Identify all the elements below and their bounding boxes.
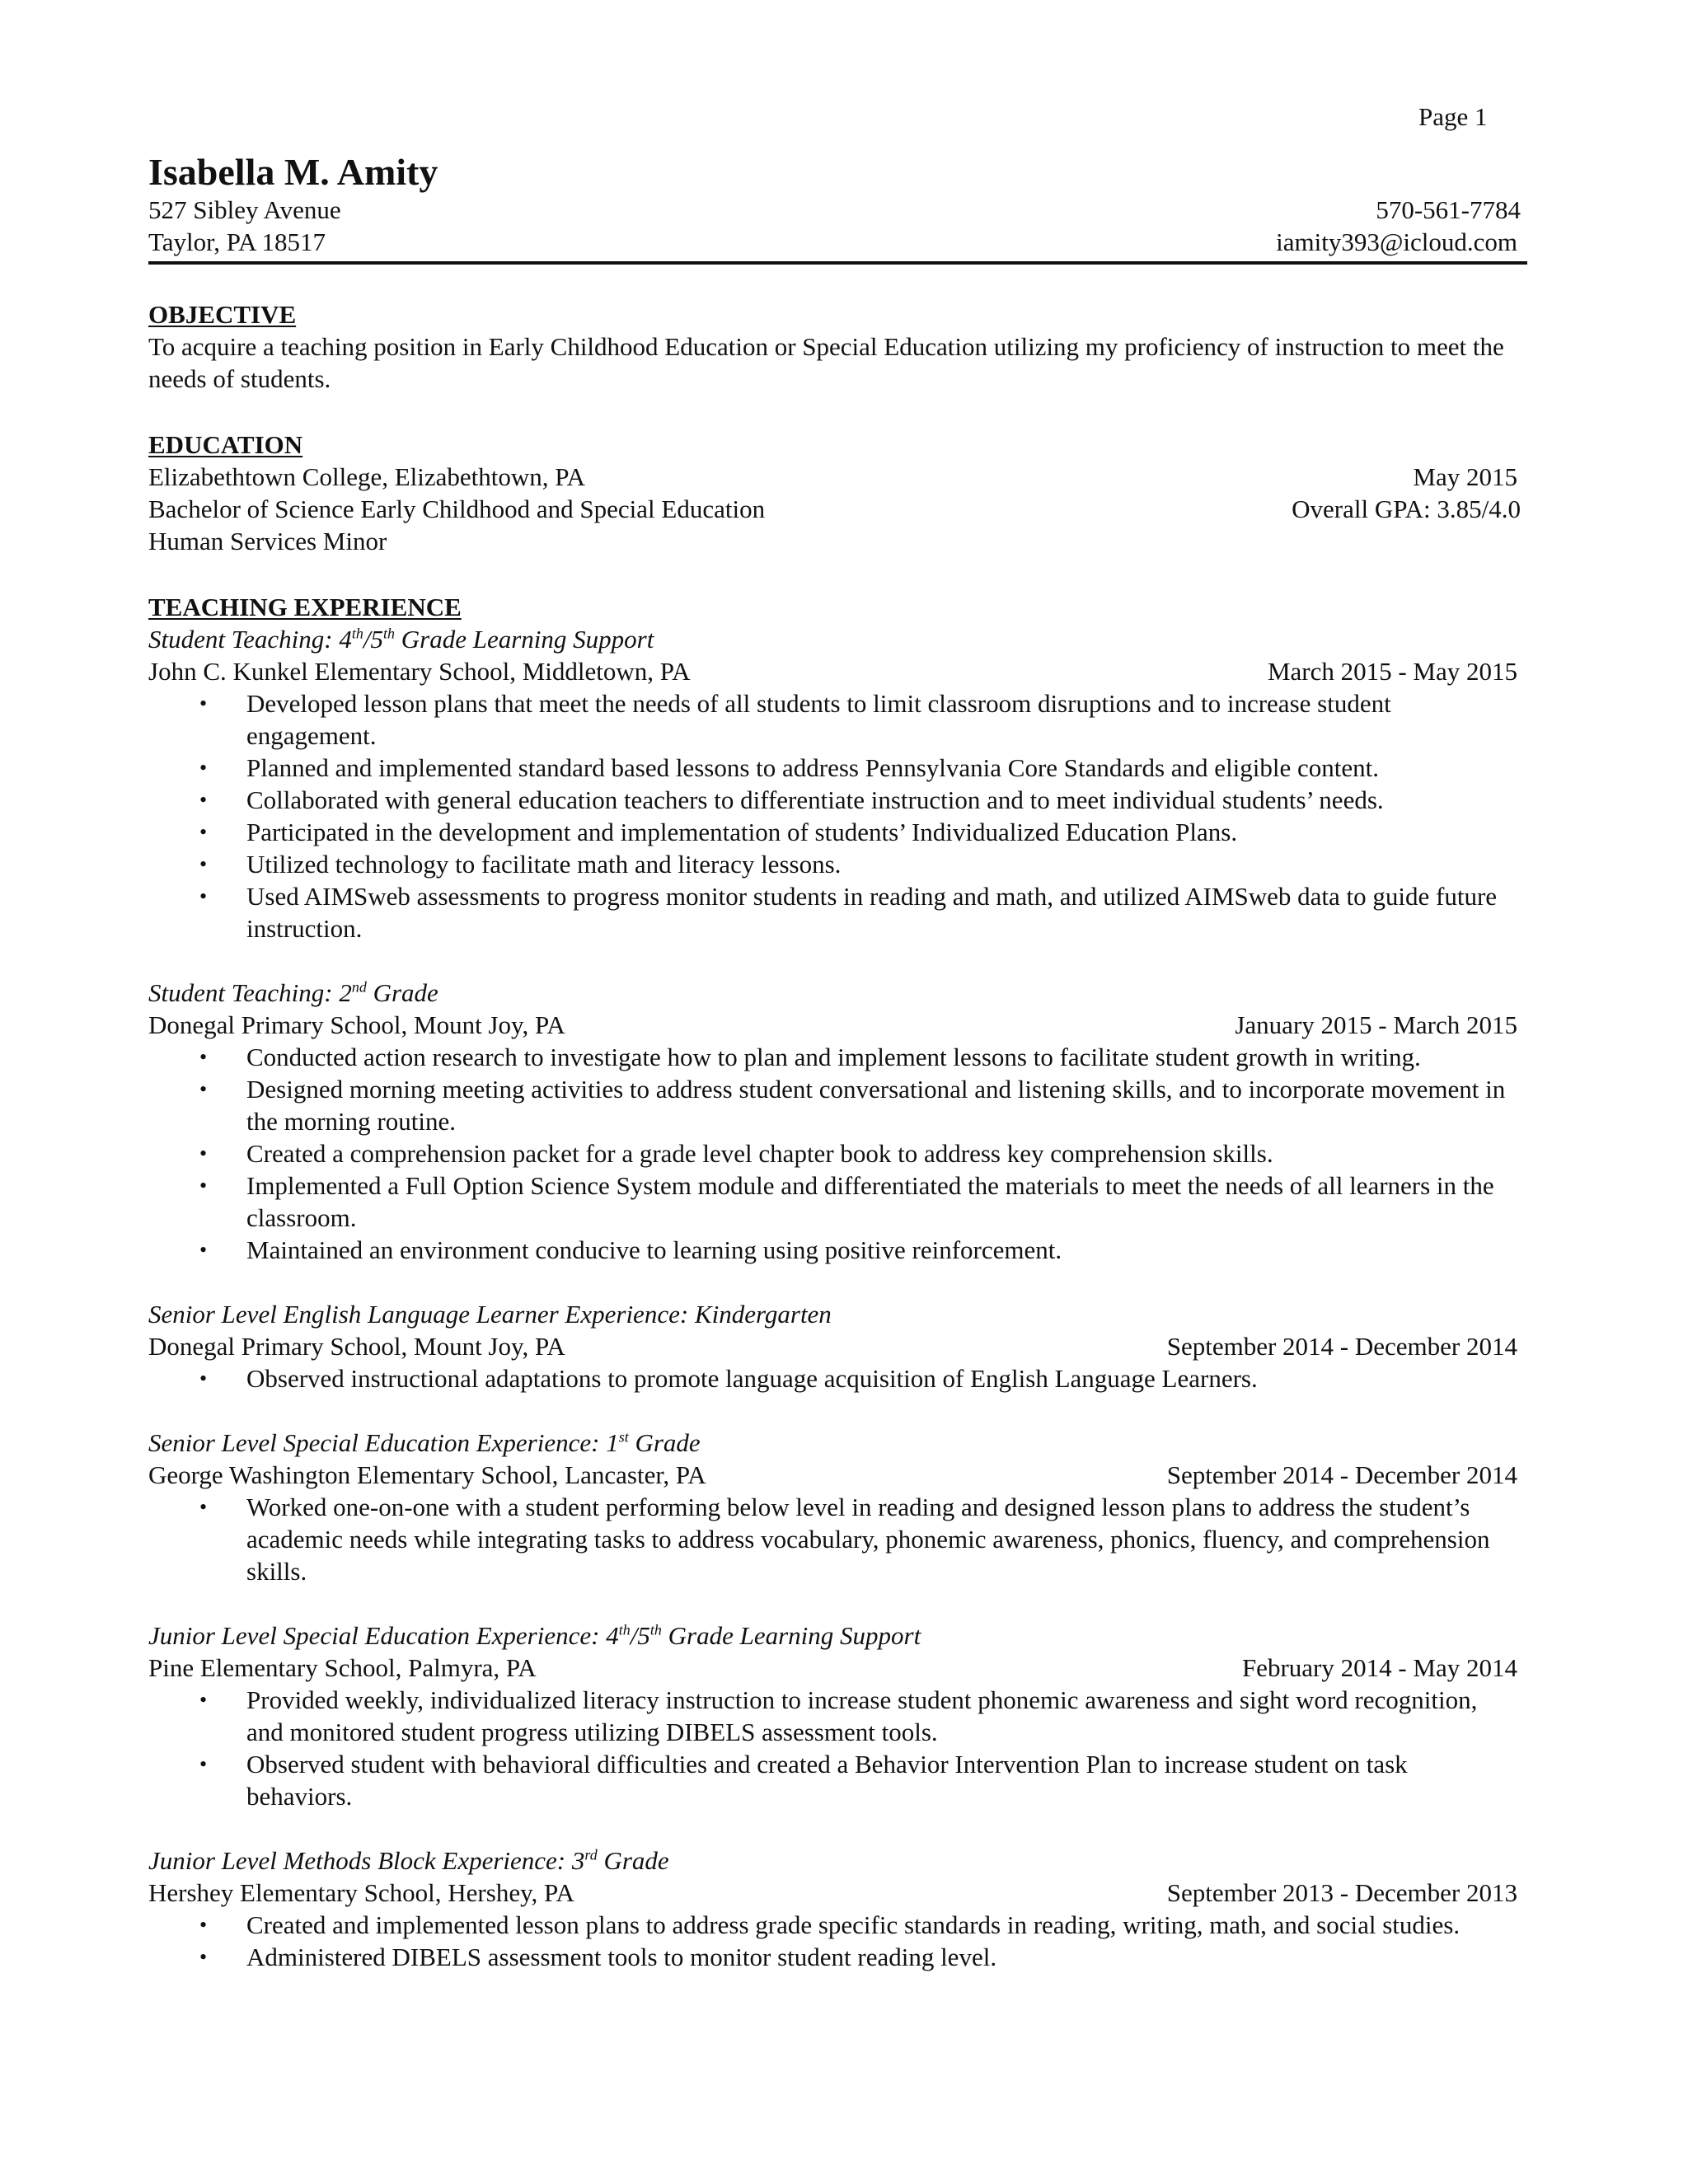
experience-role [148,1427,1521,1459]
role-text: Grade [628,1428,701,1457]
bullet-text: Observed instructional adaptations to promote language acquisition of English Language Learners. [246,1364,1258,1393]
bullet-text: Planned and implemented standard based lessons to address Pennsylvania Core Standards and eligible content. [246,753,1380,782]
bullet-text: Created a comprehension packet for a grade level chapter book to address key comprehension skills. [246,1139,1273,1168]
role-text: Student Teaching: 4 [148,625,352,654]
list-item [148,1362,1521,1394]
experience-school: Pine Elementary School, Palmyra, PA [148,1653,537,1682]
experience-bullets [148,1362,1521,1394]
education-gpa: Overall GPA: 3.85/4.0 [1292,494,1521,523]
bullet-text: Participated in the development and implementation of students’ Individualized Education Plans. [246,818,1238,846]
list-item [148,1909,1521,1941]
list-item [148,1073,1521,1137]
experience-bullets [148,1909,1521,1973]
bullet-icon: • [199,1077,208,1101]
ordinal-suffix: nd [351,978,367,996]
bullet-icon: • [199,1913,208,1937]
education-school: Elizabethtown College, Elizabethtown, PA [148,462,586,491]
bullet-icon: • [199,1752,208,1776]
experience-dates: September 2014 - December 2014 [1166,1332,1517,1361]
bullet-text: Observed student with behavioral difficulties and created a Behavior Intervention Plan to increase student on task behaviors. [246,1750,1408,1811]
experience-section [148,591,1521,1973]
experience-list [148,623,1521,1973]
bullet-icon: • [199,1495,208,1519]
role-text: /5 [363,625,383,654]
list-item [148,1041,1521,1073]
experience-school-row [148,1009,1521,1041]
role-text: Senior Level English Language Learner Experience: Kindergarten [148,1300,832,1329]
bullet-icon: • [199,788,208,812]
contact-row-2 [148,226,1521,258]
experience-bullets [148,687,1521,944]
list-item [148,1169,1521,1234]
page-number: Page 1 [1418,102,1488,131]
list-item [148,1137,1521,1169]
experience-school-row [148,1652,1521,1684]
objective-heading: OBJECTIVE [148,300,297,329]
list-item [148,1491,1521,1587]
list-item [148,687,1521,752]
education-degree: Bachelor of Science Early Childhood and Special Education [148,494,766,523]
role-text: Senior Level Special Education Experience: 1 [148,1428,619,1457]
experience-bullets [148,1684,1521,1812]
experience-role [148,1619,1521,1652]
experience-dates: February 2014 - May 2014 [1241,1653,1517,1682]
bullet-icon: • [199,1141,208,1165]
experience-entry [148,1844,1521,1973]
bullet-text: Developed lesson plans that meet the needs of all students to limit classroom disruptions and to increase student engagement. [246,689,1391,750]
contact-row-1 [148,194,1521,226]
experience-school-row [148,655,1521,687]
bullet-text: Designed morning meeting activities to address student conversational and listening skills, and to incorporate movement in the morning routine. [246,1075,1506,1136]
bullet-text: Utilized technology to facilitate math and literacy lessons. [246,850,842,879]
experience-role [148,1298,1521,1330]
header-divider [148,261,1527,265]
experience-role [148,977,1521,1009]
experience-entry [148,1619,1521,1812]
bullet-icon: • [199,756,208,780]
resume-page [148,99,1521,1973]
experience-school: Donegal Primary School, Mount Joy, PA [148,1010,565,1039]
bullet-icon: • [199,1174,208,1197]
objective-text: To acquire a teaching position in Early Childhood Education or Special Education utilizing my proficiency of instruction to meet the needs of students. [148,332,1504,393]
role-text: Grade Learning Support [395,625,654,654]
experience-entry [148,1298,1521,1394]
bullet-icon: • [199,1945,208,1969]
experience-school-row [148,1459,1521,1491]
ordinal-suffix: th [618,1621,631,1638]
bullet-text: Created and implemented lesson plans to address grade specific standards in reading, writing, math, and social studies. [246,1910,1461,1939]
role-text: Grade [597,1846,669,1875]
education-date: May 2015 [1413,462,1517,491]
bullet-text: Collaborated with general education teachers to differentiate instruction and to meet individual students’ needs. [246,785,1384,814]
list-item [148,1234,1521,1266]
address-line-2: Taylor, PA 18517 [148,227,326,256]
role-text: /5 [630,1621,650,1650]
list-item [148,752,1521,784]
bullet-text: Maintained an environment conducive to learning using positive reinforcement. [246,1235,1062,1264]
experience-dates: March 2015 - May 2015 [1267,657,1517,686]
experience-dates: September 2014 - December 2014 [1166,1460,1517,1489]
experience-role [148,623,1521,655]
ordinal-suffix: st [618,1428,629,1446]
list-item [148,880,1521,944]
list-item [148,1748,1521,1812]
education-degree-row [148,493,1521,525]
experience-bullets [148,1491,1521,1587]
role-text: Grade Learning Support [661,1621,921,1650]
education-heading: EDUCATION [148,430,303,459]
bullet-text: Conducted action research to investigate how to plan and implement lessons to facilitate student growth in writing. [246,1043,1421,1071]
experience-school-row [148,1877,1521,1909]
role-text: Junior Level Special Education Experience: 4 [148,1621,619,1650]
bullet-text: Used AIMSweb assessments to progress monitor students in reading and math, and utilized AIMSweb data to guide future instruction. [246,882,1498,943]
list-item [148,784,1521,816]
experience-school-row [148,1330,1521,1362]
ordinal-suffix: th [649,1621,662,1638]
phone-number: 570-561-7784 [1376,195,1521,224]
experience-school: John C. Kunkel Elementary School, Middletown, PA [148,657,691,686]
experience-heading: TEACHING EXPERIENCE [148,593,462,621]
bullet-icon: • [199,1045,208,1069]
bullet-text: Implemented a Full Option Science System module and differentiated the materials to meet the needs of all learners in the classroom. [246,1171,1494,1232]
role-text: Grade [366,978,438,1007]
experience-entry [148,977,1521,1266]
experience-bullets [148,1041,1521,1266]
list-item [148,816,1521,848]
experience-role [148,1844,1521,1877]
role-text: Student Teaching: 2 [148,978,352,1007]
education-section [148,429,1521,557]
objective-section [148,298,1521,395]
resume-header [148,151,1521,265]
ordinal-suffix: th [382,625,395,642]
bullet-text: Provided weekly, individualized literacy instruction to increase student phonemic awareness and sight word recognition, and monitored student progress utilizing DIBELS assessment tools. [246,1685,1478,1746]
bullet-icon: • [199,691,208,715]
experience-school: Hershey Elementary School, Hershey, PA [148,1878,574,1907]
experience-dates: January 2015 - March 2015 [1235,1010,1517,1039]
education-minor: Human Services Minor [148,527,387,555]
ordinal-suffix: rd [584,1846,598,1863]
bullet-text: Worked one-on-one with a student performing below level in reading and designed lesson plans to address the student’s academic needs while integrating tasks to address vocabulary, phonemic awareness, phonics, fluency, and comprehension skills. [246,1493,1490,1586]
bullet-icon: • [199,1688,208,1712]
bullet-text: Administered DIBELS assessment tools to monitor student reading level. [246,1943,997,1971]
experience-entry [148,1427,1521,1587]
role-text: Junior Level Methods Block Experience: 3 [148,1846,585,1875]
list-item [148,1684,1521,1748]
bullet-icon: • [199,884,208,908]
ordinal-suffix: th [351,625,363,642]
experience-entry [148,623,1521,944]
experience-school: George Washington Elementary School, Lancaster, PA [148,1460,706,1489]
candidate-name: Isabella M. Amity [148,151,438,193]
address-line-1: 527 Sibley Avenue [148,195,341,224]
bullet-icon: • [199,852,208,876]
bullet-icon: • [199,1366,208,1390]
bullet-icon: • [199,820,208,844]
list-item [148,1941,1521,1973]
experience-school: Donegal Primary School, Mount Joy, PA [148,1332,565,1361]
list-item [148,848,1521,880]
education-school-row [148,461,1521,493]
bullet-icon: • [199,1238,208,1262]
email-address: iamity393@icloud.com [1276,227,1517,256]
experience-dates: September 2013 - December 2013 [1166,1878,1517,1907]
